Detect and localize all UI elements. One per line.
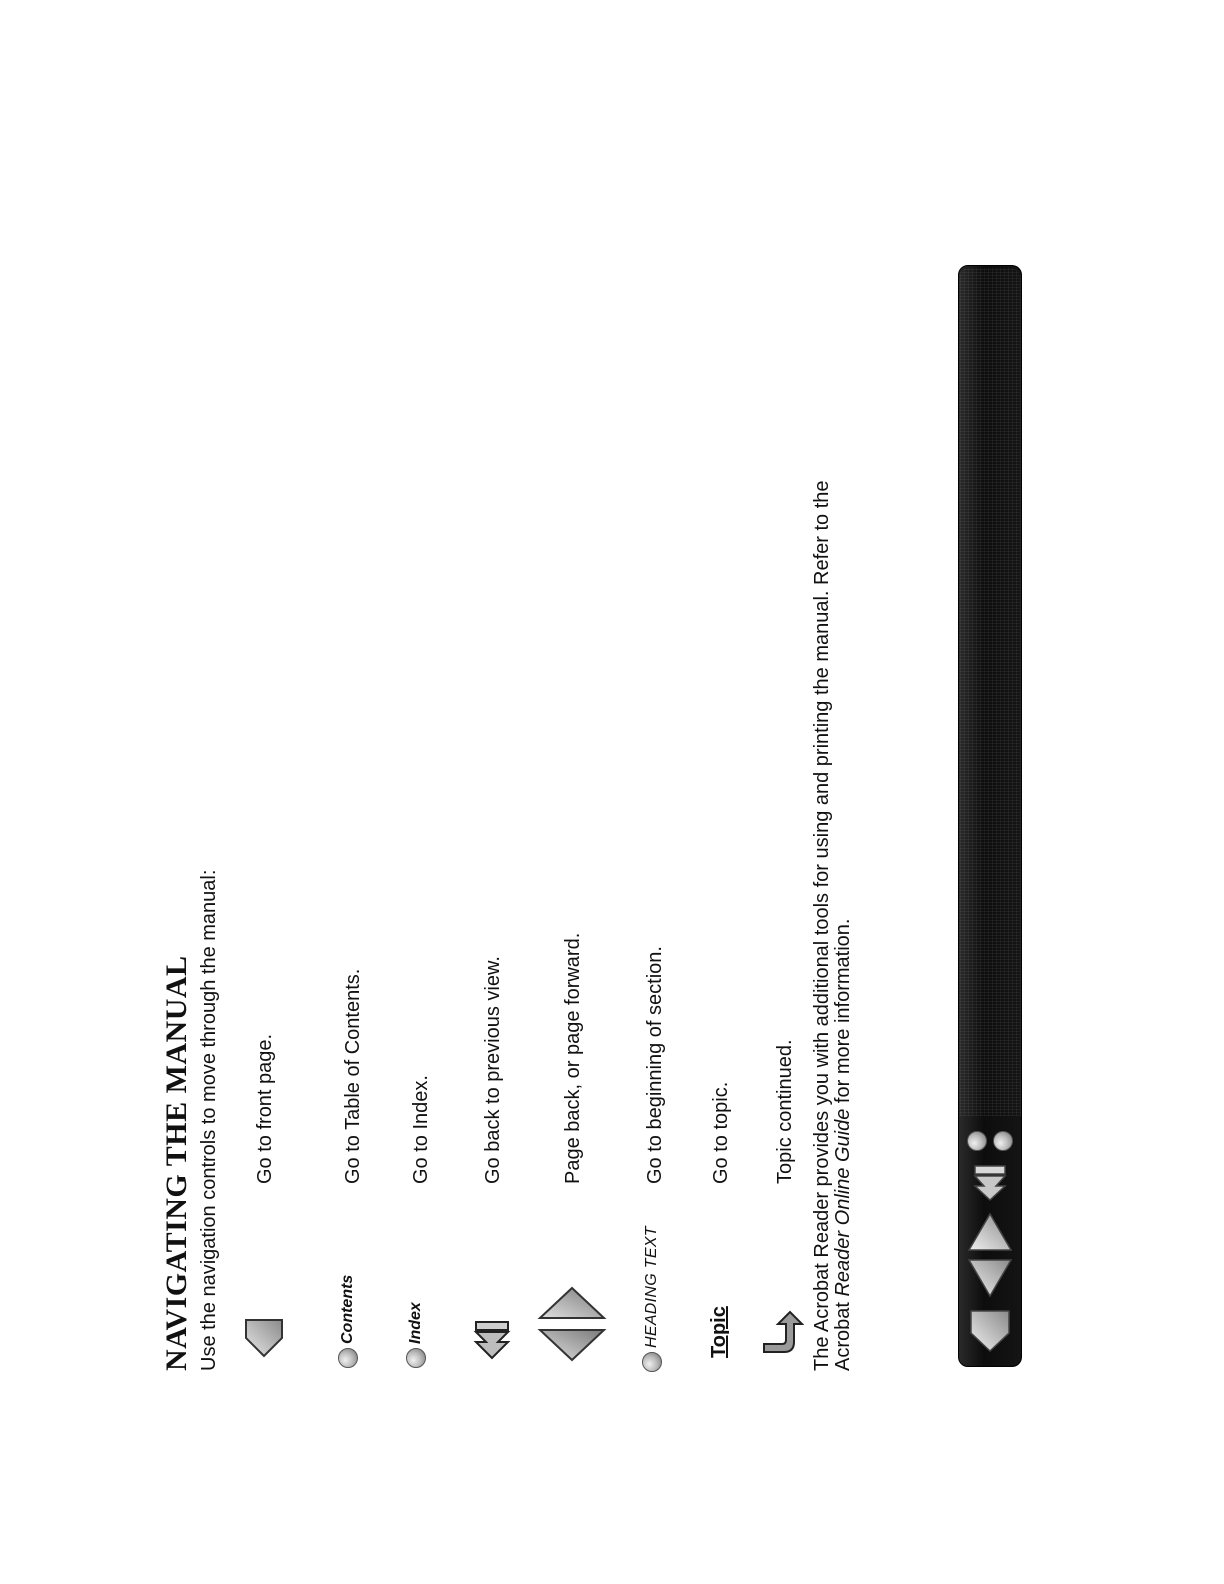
page-left-right-arrows-icon[interactable] [532,1284,612,1364]
control-row-contents [328,0,384,1584]
toolbar-texture [959,268,1021,1116]
page-back-arrow-icon [969,1260,1011,1296]
index-dot-icon[interactable] [993,1131,1013,1151]
contents-dot-icon[interactable] [967,1131,987,1151]
paragraph-line-1: The Acrobat Reader provides you with additional tools for using and printing the manual. Refer to the [811,480,833,1371]
control-description: Go to topic. [710,1081,732,1184]
index-label: Index [407,1302,424,1344]
back-view-arrows-icon [975,1176,1005,1200]
control-row-front-page [240,0,296,1584]
control-description: Go to beginning of section. [644,946,666,1184]
topic-link[interactable] [708,1306,731,1358]
paragraph-line-2-prefix: Acrobat [832,1296,854,1371]
control-description: Go to Index. [410,1075,432,1184]
paragraph-line-2-suffix: for more information. [832,918,854,1109]
dot-button-icon [642,1352,662,1372]
control-row-topic [696,0,752,1584]
control-description: Go back to previous view. [482,956,504,1184]
toolbar-page-forward-button[interactable] [965,1210,1020,1254]
toolbar-page-back-button[interactable] [965,1256,1020,1300]
control-row-page-back-forward [546,0,602,1584]
control-row-index [396,0,452,1584]
control-description: Go to Table of Contents. [342,968,364,1184]
heading-text-button[interactable] [642,1226,662,1372]
control-description: Topic continued. [774,1039,796,1184]
control-description: Go to front page. [254,1033,276,1184]
dot-button-icon [338,1348,358,1368]
control-row-heading-text [630,0,686,1584]
paragraph-line-2 [833,231,854,1371]
dot-button-icon [406,1348,426,1368]
control-row-back-view [464,0,520,1584]
intro-text: Use the navigation controls to move through the manual: [198,869,220,1371]
back-view-arrows-icon[interactable] [464,1314,520,1362]
navigation-toolbar [958,265,1022,1367]
toolbar-back-view-button[interactable] [965,1156,1020,1204]
control-description: Page back, or page forward. [562,932,584,1184]
home-arrow-icon[interactable] [240,1314,288,1362]
page-heading: NAVIGATING THE MANUAL [160,955,193,1371]
acrobat-paragraph [812,231,854,1371]
reader-guide-title: Reader Online Guide [832,1108,854,1297]
index-button[interactable] [406,1302,426,1368]
toolbar-dot-buttons [967,1127,1013,1151]
topic-label: Topic [708,1306,730,1358]
heading-text-label: HEADING TEXT [643,1226,660,1348]
page-forward-arrow-icon [969,1214,1011,1250]
continued-arrow-icon[interactable] [754,1310,804,1358]
home-arrow-icon [971,1311,1009,1351]
control-row-topic-continued [760,0,816,1584]
contents-button[interactable] [338,1275,358,1368]
toolbar-home-button[interactable] [965,1306,1020,1356]
contents-label: Contents [339,1274,356,1344]
